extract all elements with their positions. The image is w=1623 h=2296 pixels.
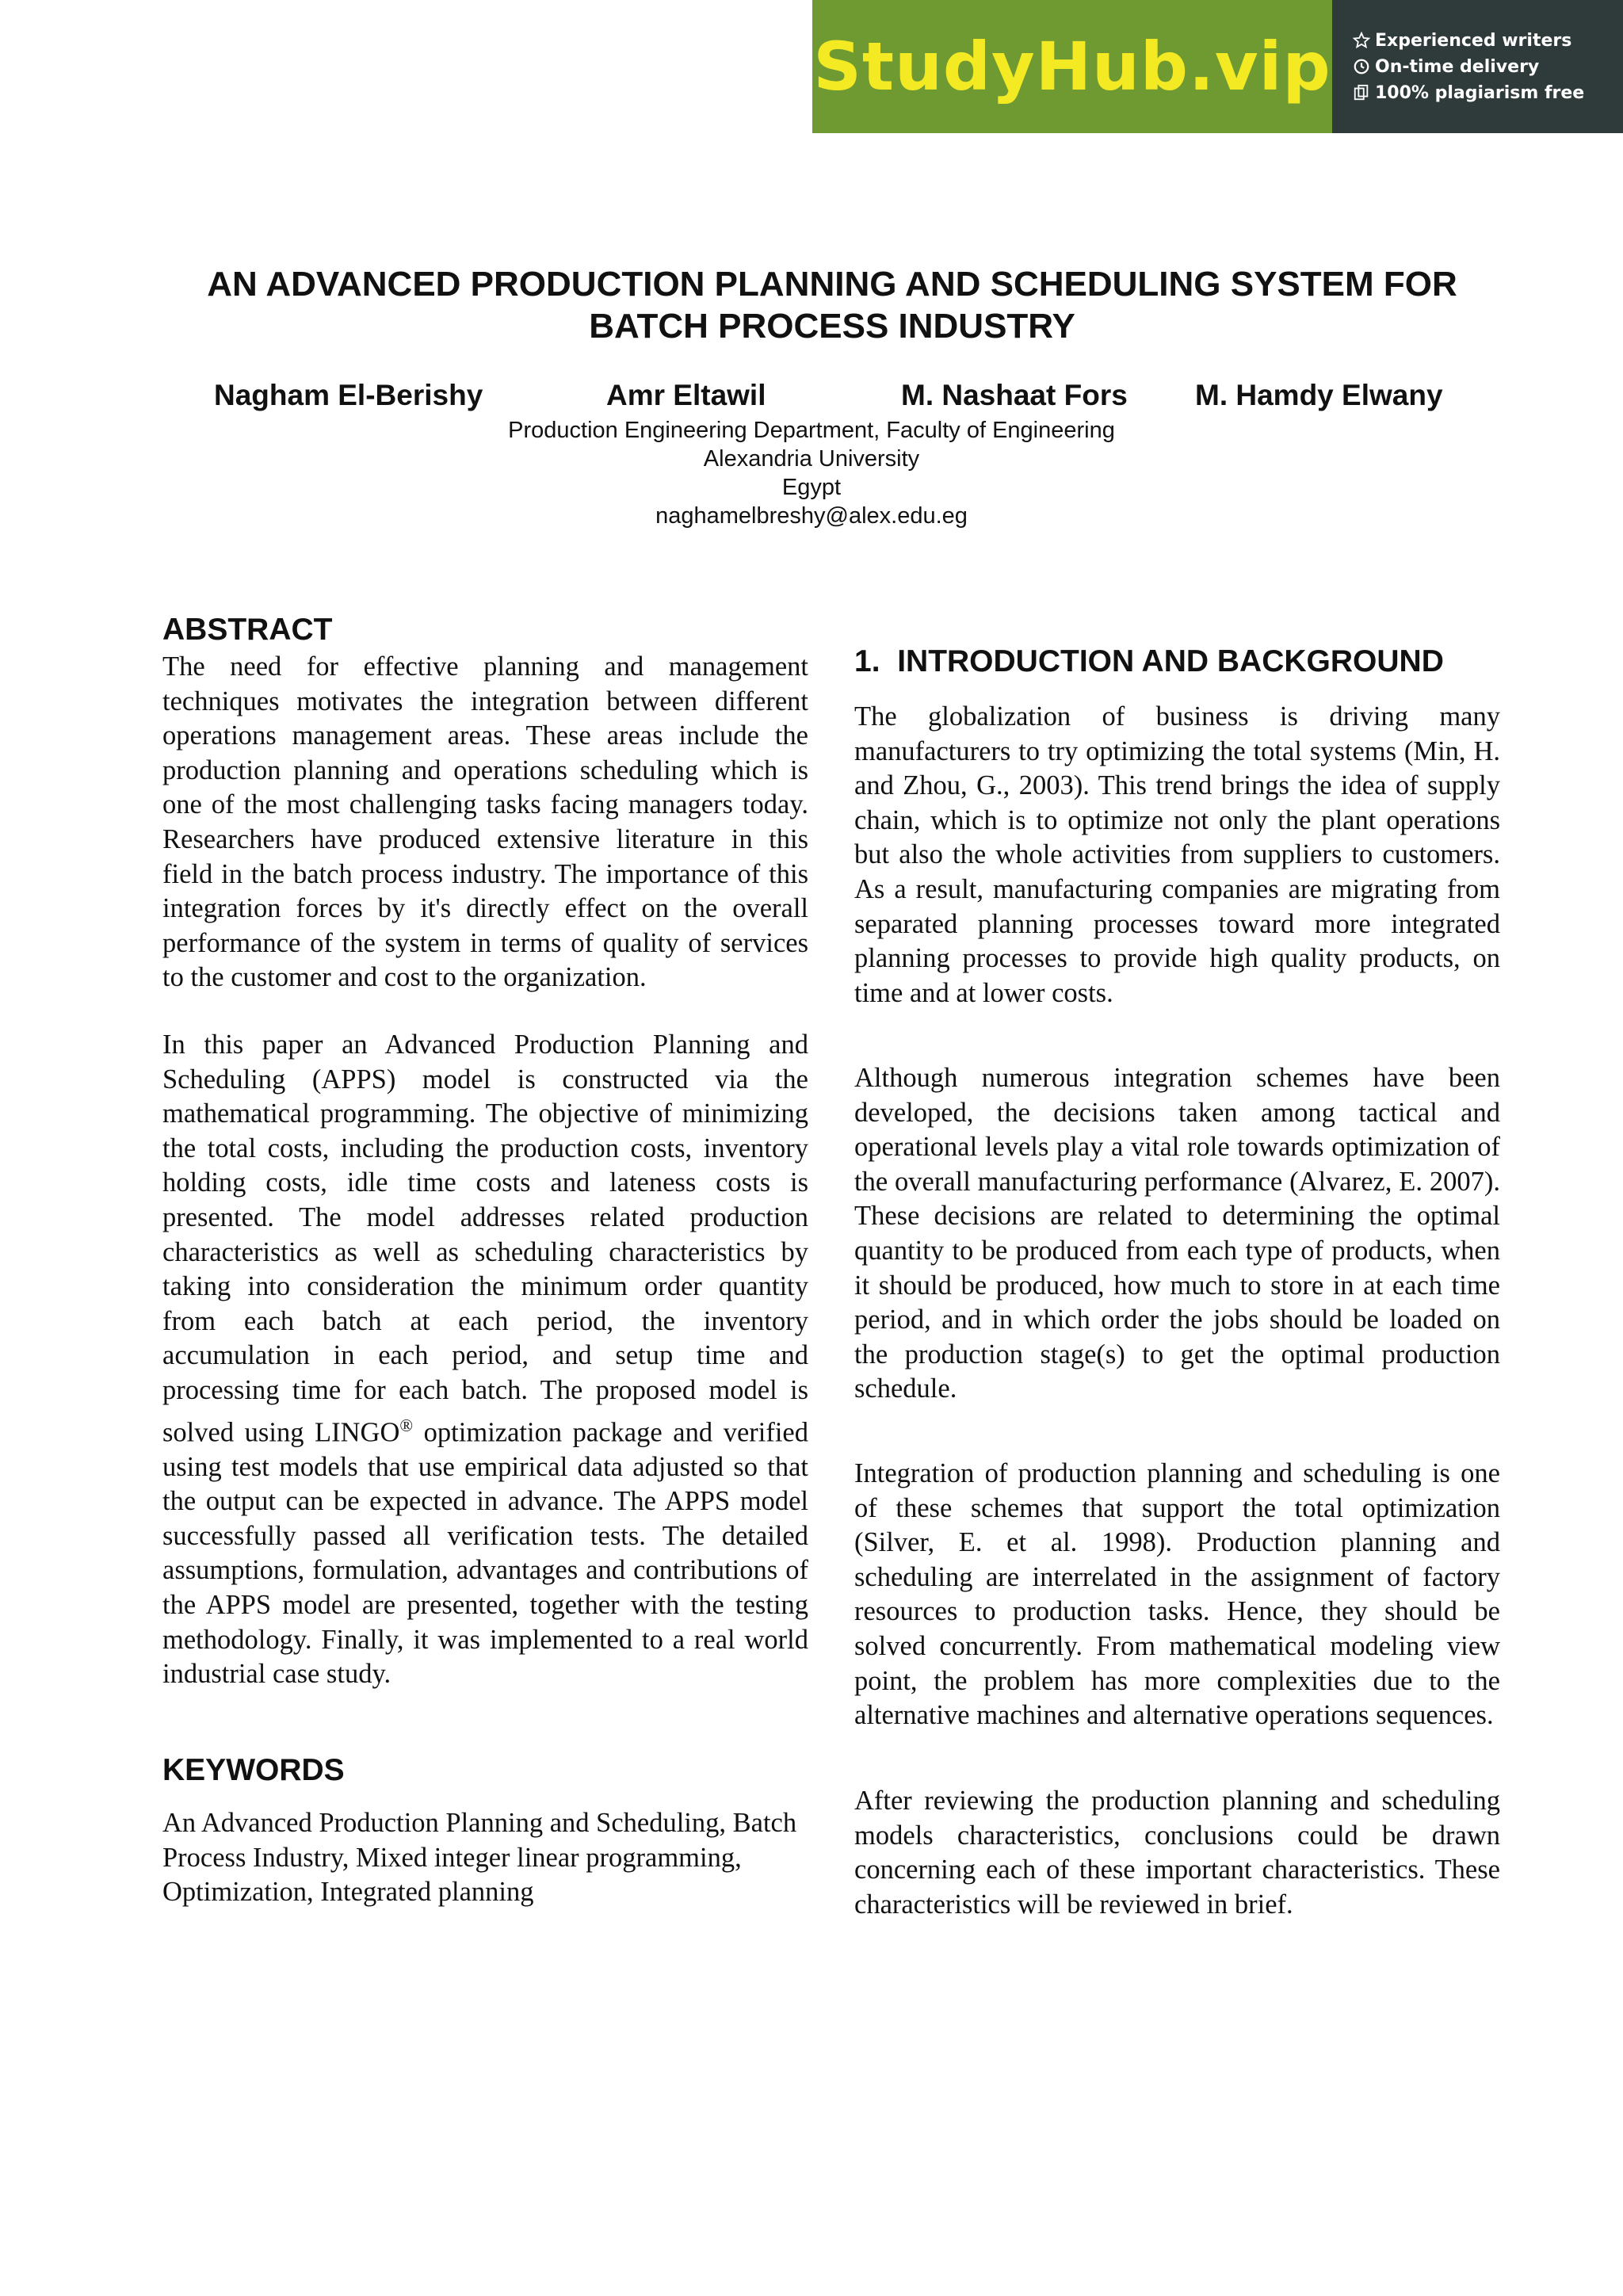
feature-on-time-delivery: On-time delivery (1353, 57, 1623, 77)
author-name: M. Hamdy Elwany (1195, 379, 1443, 411)
clock-icon (1353, 58, 1370, 75)
title-line-2: BATCH PROCESS INDUSTRY (589, 307, 1075, 346)
banner-features (1332, 0, 1623, 133)
feature-experienced-writers: Experienced writers (1353, 31, 1623, 51)
author-name: M. Nashaat Fors (901, 379, 1128, 411)
keywords-heading: KEYWORDS (162, 1753, 345, 1787)
intro-paragraph: Although numerous integration schemes have been developed, the decisions taken among tactical and operational levels play a vital role towards optimization of the overall manufacturing performance (Alvarez, E. 2007). These decisions are related to determining the optimal quantity to be produced from each type of products, when it should be produced, how much to store in at each time period, and in which order the jobs should be loaded on the production stage(s) to get the optimal production schedule. (854, 1063, 1500, 1404)
studyhub-logo[interactable] (812, 0, 1332, 133)
abstract-paragraph-1: The need for effective planning and management techniques motivates the integration between different operations management areas. These areas include the production planning and operations scheduling which is one of the most challenging tasks facing managers today. Researchers have produced extensive literature in this field in the batch process industry. The importance of this integration forces by it's directly effect on the overall performance of the system in terms of quality of services to the customer and cost to the organization. (162, 651, 808, 993)
copy-icon (1353, 84, 1370, 101)
paper-title (111, 263, 1553, 347)
feature-plagiarism-free: 100% plagiarism free (1353, 83, 1623, 103)
author-email[interactable]: naghamelbreshy@alex.edu.eg (655, 503, 968, 529)
affiliation-university: Alexandria University (703, 446, 920, 472)
intro-paragraph: Integration of production planning and scheduling is one of these schemes that support the total optimization (Silver, E. et al. 1998). Production planning and scheduling are interrelated in the assignment of factory resources to production tasks. Hence, they should be solved concurrently. From mathematical modeling view point, the problem has more complexities due to the alternative machines and alternative operations sequences. (854, 1458, 1500, 1731)
intro-paragraph: The globalization of business is driving many manufacturers to try optimizing the total systems (Min, H. and Zhou, G., 2003). This trend brings the idea of supply chain, which is to optimize not only the plant operations but also the whole activities from suppliers to customers. As a result, manufacturing companies are migrating from separated planning processes toward more integrated planning processes to provide high quality products, on time and at lower costs. (854, 701, 1500, 1008)
affiliation-department: Production Engineering Department, Faculty of Engineering (508, 418, 1115, 443)
abstract-paragraph-2: In this paper an Advanced Production Planning and Scheduling (APPS) model is constructed via the mathematical programming. The objective of minimizing the total costs, including the production costs, inventory holding costs, idle time costs and lateness costs is presented. The model addresses related production characteristics as well as scheduling characteristics by taking into consideration the minimum order quantity from each batch at each period, the inventory accumulation in each period, and setup time and processing time for each batch. The proposed model is solved using LINGO® optimization package and verified using test models that use empirical data adjusted so that the output can be expected in advance. The APPS model successfully passed all verification tests. The detailed assumptions, formulation, advantages and contributions of the APPS model are presented, together with the testing methodology. Finally, it was implemented to a real world industrial case study. (162, 1030, 808, 1690)
affiliation-country: Egypt (781, 475, 842, 500)
keywords-text: An Advanced Production Planning and Scheduling, Batch Process Industry, Mixed integer linear programming, Optimization, Integrated planning (162, 1808, 797, 1908)
abstract-heading: ABSTRACT (162, 613, 333, 647)
studyhub-banner[interactable] (812, 0, 1623, 133)
title-line-1: AN ADVANCED PRODUCTION PLANNING AND SCHEDULING SYSTEM FOR (207, 265, 1457, 304)
studyhub-logo-text: StudyHub.vip (813, 28, 1331, 105)
author-name: Amr Eltawil (606, 379, 766, 411)
star-icon (1353, 32, 1370, 49)
author-name: Nagham El-Berishy (214, 379, 483, 411)
registered-mark: ® (399, 1415, 414, 1435)
intro-paragraph: After reviewing the production planning and scheduling models characteristics, conclusions could be drawn concerning each of these important characteristics. These characteristics will be reviewed in brief. (854, 1786, 1500, 1920)
introduction-heading: 1. INTRODUCTION AND BACKGROUND (854, 644, 1444, 678)
